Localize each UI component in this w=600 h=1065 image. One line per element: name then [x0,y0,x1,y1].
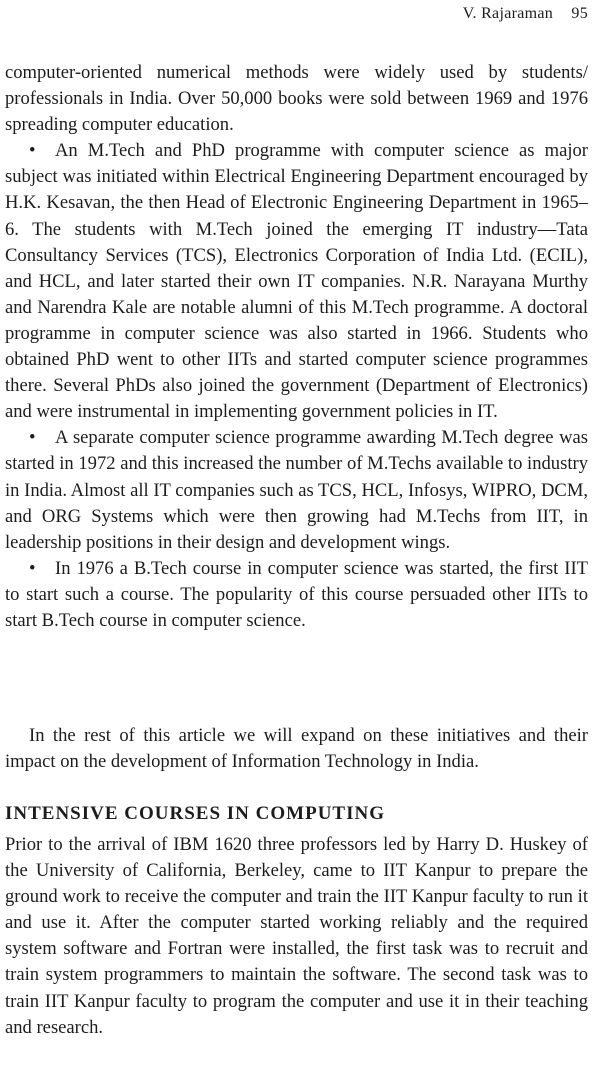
bullet-symbol: • [29,140,36,162]
bullet-item-btech-course [5,556,588,634]
page-number: 95 [571,5,588,22]
bullet-symbol: • [29,557,36,579]
bullet-item-mtech-phd [5,138,588,425]
section-text-block [5,832,588,1041]
closing-text-block [5,723,588,775]
bullet-text: A separate computer science programme awarding M.Tech degree was started in 1972 and this increased the number of M.Techs available to industry in India. Almost all IT companies such as TCS, HCL, Infosys, WIPRO, DCM, and ORG Systems which were then growing had M.Techs from IIT, in leadership positions in their design and development wings. [5,427,588,553]
section-paragraph: Prior to the arrival of IBM 1620 three professors led by Harry D. Huskey of the University of California, Berkeley, came to IIT Kanpur to prepare the ground work to receive the computer and train the IIT Kanpur faculty to run it and use it. After the computer started working reliably and the required system software and Fortran were installed, the first task was to recruit and train system programmers to maintain the software. The second task was to train IIT Kanpur faculty to program the computer and use it in their teaching and research. [5,834,588,1038]
running-head [463,5,588,23]
paragraph-continuation: computer-oriented numerical methods were widely used by students/ professionals in India. Over 50,000 books were sold between 1969 and 1976 spreading computer education. [5,62,588,136]
bullet-item-separate-programme [5,425,588,555]
bullet-symbol: • [29,427,36,449]
bullet-text: In 1976 a B.Tech course in computer science was started, the first IIT to start such a course. The popularity of this course persuaded other IITs to start B.Tech course in computer science. [5,557,588,631]
section-heading: INTENSIVE COURSES IN COMPUTING [5,803,385,824]
paragraph-rest-of-article: In the rest of this article we will expand on these initiatives and their impact on the development of Information Technology in India. [5,725,588,773]
running-head-author: V. Rajaraman [462,5,554,22]
body-text-block [5,60,588,634]
bullet-text: An M.Tech and PhD programme with computer science as major subject was initiated within Electrical Engineering Department encouraged by H.K. Kesavan, the then Head of Electronic Engineering Department in 1965–6. The students with M.Tech joined the emerging IT industry—Tata Consultancy Services (TCS), Electronics Corporation of India Ltd. (ECIL), and HCL, and later started their own IT companies. N.R. Narayana Murthy and Narendra Kale are notable alumni of this M.Tech programme. A doctoral programme in computer science was also started in 1966. Students who obtained PhD went to other IITs and started computer science programmes there. Several PhDs also joined the government (Department of Electronics) and were instrumental in implementing government policies in IT. [5,140,588,423]
